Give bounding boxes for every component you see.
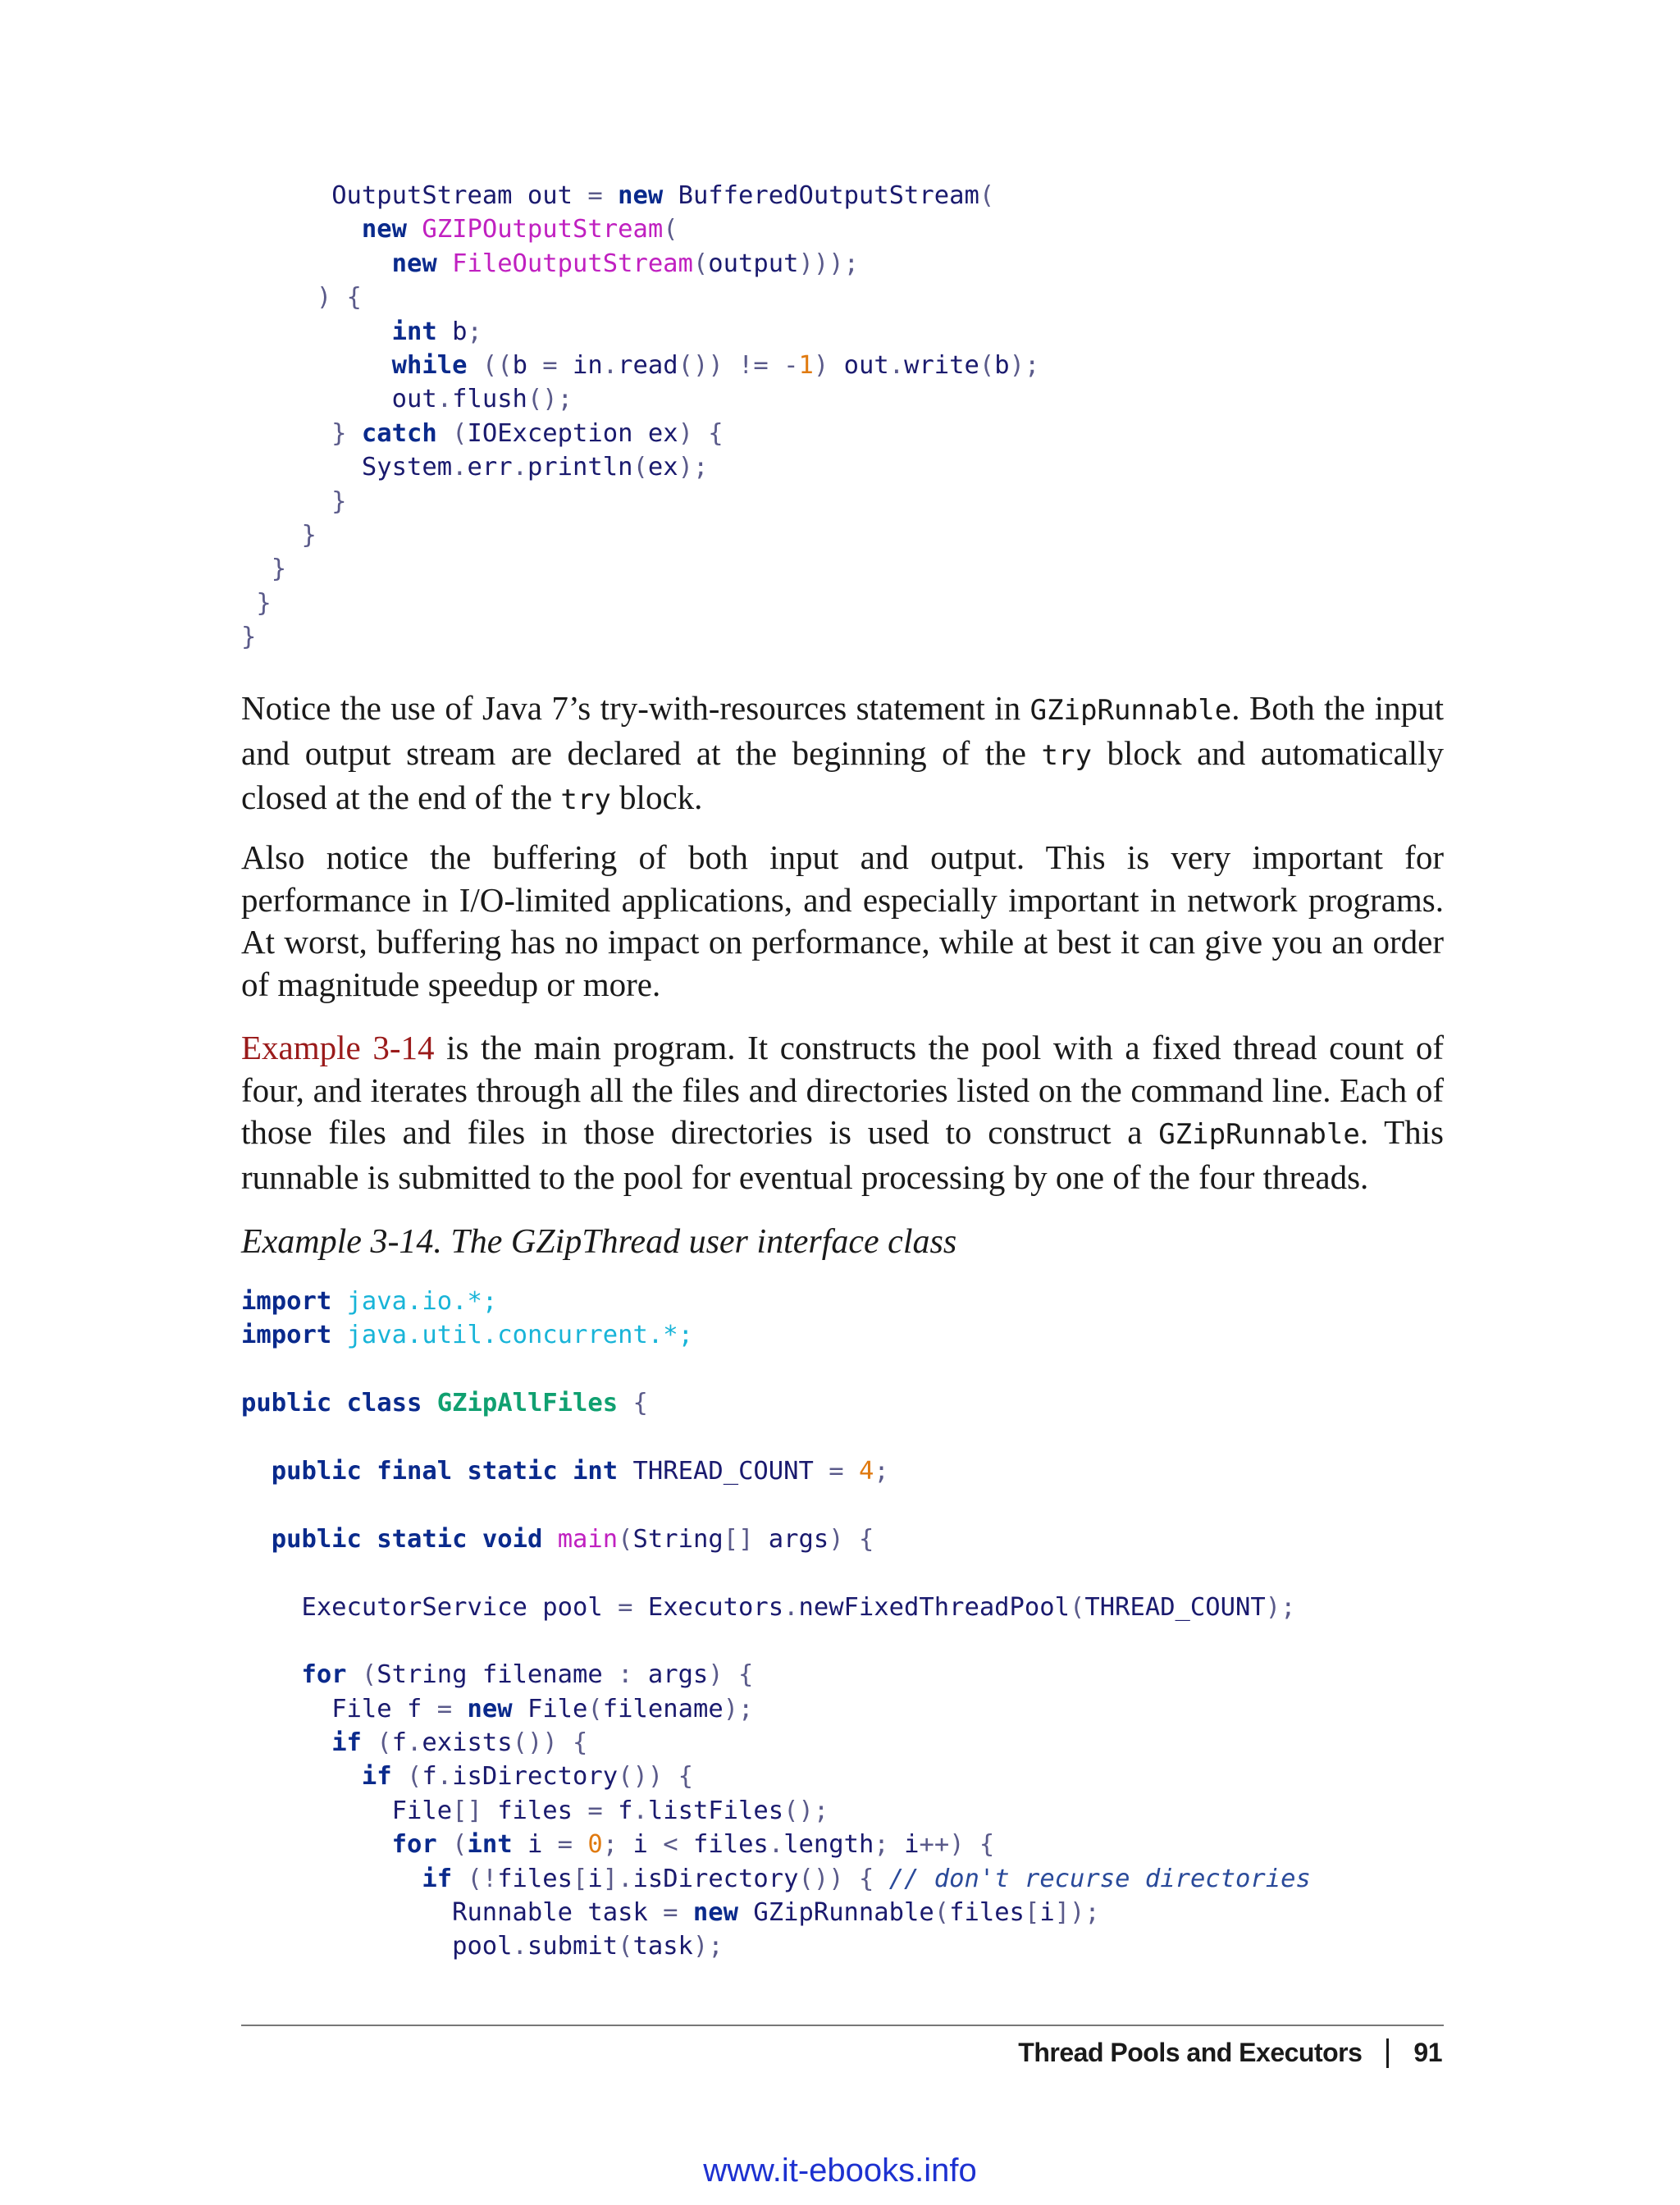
code-line: ) { (241, 283, 362, 313)
code-line (241, 1421, 1311, 1454)
code-line: if (f.exists()) { (331, 1728, 588, 1758)
code-line: Runnable task = new GZipRunnable(files[i]); (452, 1898, 1100, 1928)
code-line: } catch (IOException ex) { (241, 418, 724, 448)
code-line: out.flush(); (391, 385, 573, 414)
text: block. (610, 778, 703, 816)
text: . This runnable is submitted to the pool for eventual processing by one of the four threads. (241, 1113, 1444, 1196)
inline-code: try (1041, 738, 1092, 772)
code-line: } (241, 486, 347, 516)
footer-section-title: Thread Pools and Executors (1018, 2038, 1363, 2067)
watermark-link[interactable]: www.it-ebooks.info (703, 2152, 977, 2189)
paragraph-buffering: Also notice the buffering of both input and output. This is very important for performance in I/O-limited applications, and especially important in network programs. At worst, buffering has no impact on performance, while at best it can give you an order of magnitude speedup or more. (241, 838, 1444, 1003)
footer-divider (1386, 2038, 1389, 2068)
example-caption: Example 3-14. The GZipThread user interface class (241, 1223, 957, 1261)
code-line: import java.io.*; (241, 1287, 498, 1316)
code-line (241, 1624, 1311, 1658)
code-line: if (f.isDirectory()) { (361, 1762, 693, 1792)
code-line: OutputStream out = new BufferedOutputStream( (331, 181, 995, 210)
code-line: public class GZipAllFiles { (241, 1389, 648, 1418)
text: . Both the input and output stream are declared at the beginning of the (241, 689, 1444, 772)
code-line: import java.util.concurrent.*; (241, 1321, 693, 1350)
footer-rule (241, 2025, 1444, 2026)
text: is the main program. It constructs the pool with a fixed thread count of four, and iterates through all the files and directories listed on the command line. Each of those files and files in those directories is used to construct a (241, 1029, 1444, 1151)
code-line: for (String filename : args) { (301, 1660, 754, 1690)
code-line: } (241, 623, 257, 652)
inline-code: try (560, 783, 611, 816)
code-line: } (241, 588, 272, 618)
code-line: if (!files[i].isDirectory()) { // don't recurse directories (422, 1864, 1311, 1893)
code-line: } (241, 520, 317, 550)
code-line: File f = new File(filename); (331, 1694, 754, 1723)
paragraph-try-with-resources (241, 687, 1444, 822)
code-listing-top (241, 179, 1039, 654)
inline-code: GZipRunnable (1029, 694, 1232, 727)
code-line: new GZIPOutputStream( (361, 215, 678, 244)
code-line (241, 1556, 1311, 1590)
code-line: pool.submit(task); (452, 1932, 724, 1961)
text: Notice the use of Java 7’s try-with-resources statement in (241, 689, 1030, 727)
example-link[interactable]: Example 3-14 (241, 1029, 435, 1066)
code-line: for (int i = 0; i < files.length; i++) { (391, 1830, 995, 1860)
code-line (241, 1353, 1311, 1386)
paragraph-main-program (241, 1027, 1444, 1198)
code-line: new FileOutputStream(output))); (391, 249, 859, 278)
code-listing-gzipallfiles (241, 1285, 1311, 1964)
code-line: File[] files = f.listFiles(); (391, 1796, 829, 1825)
code-line: public static void main(String[] args) { (271, 1524, 874, 1554)
code-line: System.err.println(ex); (361, 453, 709, 482)
page-number: 91 (1413, 2038, 1442, 2067)
running-footer (1018, 2038, 1442, 2068)
code-line (241, 1488, 1311, 1522)
code-line: ExecutorService pool = Executors.newFixedThreadPool(THREAD_COUNT); (301, 1592, 1296, 1622)
inline-code: GZipRunnable (1158, 1118, 1360, 1151)
code-line: public final static int THREAD_COUNT = 4; (271, 1456, 889, 1486)
code-line: int b; (391, 317, 482, 346)
text: block and automatically closed at the end of the (241, 733, 1444, 816)
code-line: while ((b = in.read()) != -1) out.write(b); (391, 350, 1040, 380)
code-line: } (241, 555, 287, 584)
